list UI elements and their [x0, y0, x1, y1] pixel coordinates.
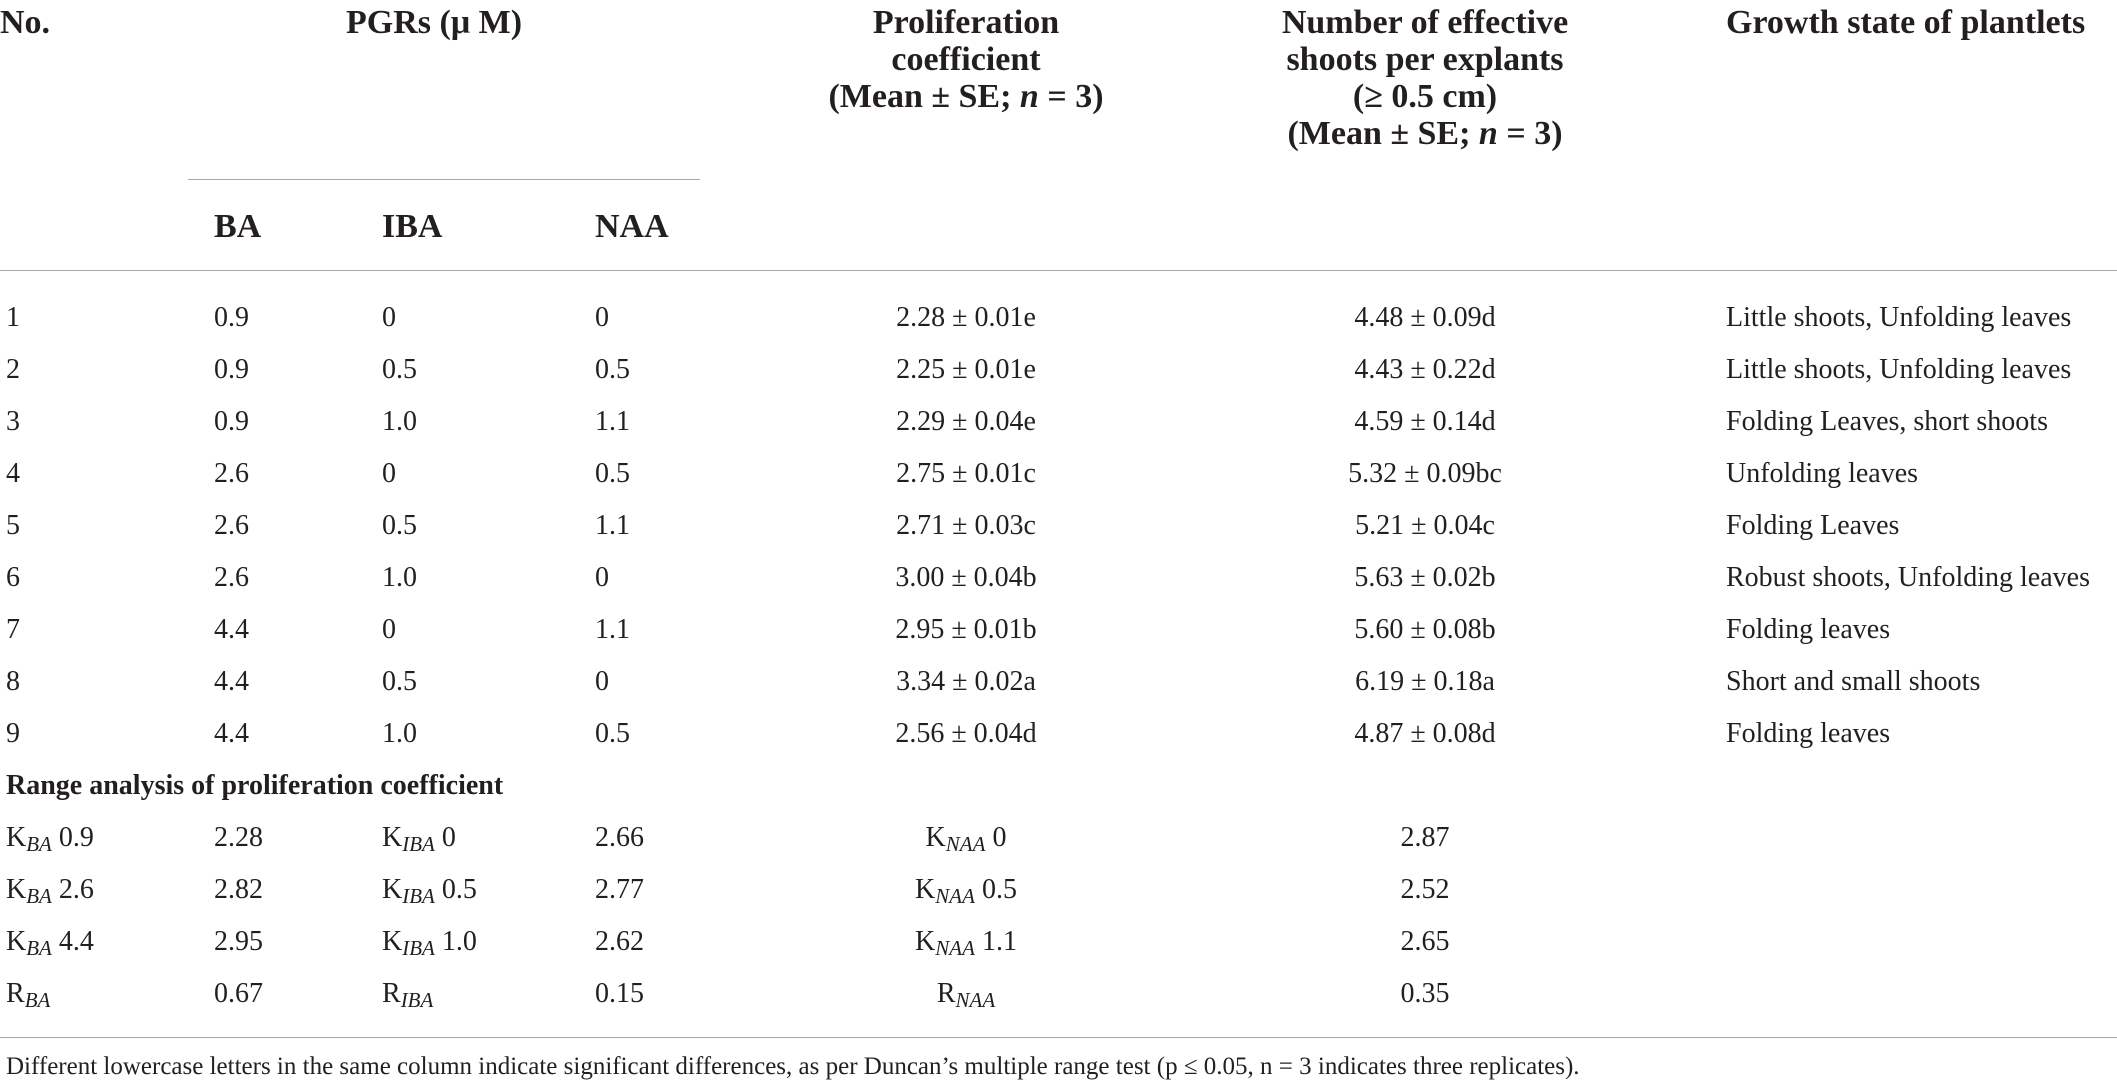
header-naa: NAA	[595, 208, 669, 245]
cell-proliferation: 2.71 ± 0.03c	[896, 510, 1036, 541]
cell-growth: Little shoots, Unfolding leaves	[1726, 302, 2072, 333]
cell-shoots: 5.60 ± 0.08b	[1354, 614, 1496, 645]
cell-no: 1	[6, 302, 20, 333]
footer-rule	[0, 1037, 2117, 1038]
cell-shoots: 4.59 ± 0.14d	[1354, 406, 1496, 437]
cell-naa: 1.1	[595, 510, 630, 541]
cell-shoots: 5.63 ± 0.02b	[1354, 562, 1496, 593]
cell-ba: 0.9	[214, 302, 249, 333]
cell-naa: 0.5	[595, 458, 630, 489]
header-growth-state: Growth state of plantlets	[1726, 4, 2086, 41]
cell-proliferation: 3.00 ± 0.04b	[895, 562, 1037, 593]
range-value-iba: 2.77	[595, 874, 644, 905]
cell-no: 6	[6, 562, 20, 593]
cell-ba: 0.9	[214, 406, 249, 437]
header-proliferation-coefficient: Proliferation coefficient (Mean ± SE; n = 3)	[828, 4, 1104, 115]
cell-shoots: 4.87 ± 0.08d	[1354, 718, 1496, 749]
cell-growth: Robust shoots, Unfolding leaves	[1726, 562, 2090, 593]
range-label-iba: RIBA	[382, 978, 434, 1012]
range-value-ba: 2.28	[214, 822, 263, 853]
cell-naa: 0	[595, 666, 609, 697]
cell-iba: 1.0	[382, 718, 417, 749]
cell-proliferation: 2.29 ± 0.04e	[896, 406, 1036, 437]
cell-shoots: 5.21 ± 0.04c	[1355, 510, 1495, 541]
cell-proliferation: 2.25 ± 0.01e	[896, 354, 1036, 385]
cell-ba: 0.9	[214, 354, 249, 385]
cell-iba: 1.0	[382, 562, 417, 593]
cell-growth: Little shoots, Unfolding leaves	[1726, 354, 2072, 385]
range-value-iba: 2.66	[595, 822, 644, 853]
range-label-naa: RNAA	[936, 978, 996, 1012]
range-label-ba: RBA	[6, 978, 51, 1012]
cell-ba: 2.6	[214, 510, 249, 541]
range-value-naa: 2.87	[1400, 822, 1450, 853]
cell-naa: 0.5	[595, 718, 630, 749]
cell-iba: 0	[382, 302, 396, 333]
cell-no: 9	[6, 718, 20, 749]
range-value-iba: 0.15	[595, 978, 644, 1009]
header-iba: IBA	[382, 208, 443, 245]
range-label-naa: KNAA 1.1	[915, 926, 1017, 960]
cell-iba: 0.5	[382, 510, 417, 541]
cell-no: 7	[6, 614, 20, 645]
cell-growth: Folding leaves	[1726, 614, 1891, 645]
cell-growth: Short and small shoots	[1726, 666, 1981, 697]
range-value-ba: 0.67	[214, 978, 263, 1009]
range-value-naa: 2.52	[1400, 874, 1450, 905]
header-effective-shoots: Number of effective shoots per explants (≥ 0.5 cm) (Mean ± SE; n = 3)	[1281, 4, 1569, 152]
cell-shoots: 4.43 ± 0.22d	[1354, 354, 1496, 385]
header-ba: BA	[214, 208, 262, 245]
pgrs-span-rule	[188, 179, 700, 180]
cell-no: 2	[6, 354, 20, 385]
range-value-naa: 0.35	[1400, 978, 1450, 1009]
cell-no: 4	[6, 458, 20, 489]
cell-proliferation: 2.75 ± 0.01c	[896, 458, 1036, 489]
range-value-naa: 2.65	[1400, 926, 1450, 957]
cell-iba: 0.5	[382, 354, 417, 385]
cell-naa: 1.1	[595, 614, 630, 645]
range-label-ba: KBA 0.9	[6, 822, 94, 856]
cell-iba: 0	[382, 458, 396, 489]
cell-ba: 4.4	[214, 718, 249, 749]
cell-growth: Unfolding leaves	[1726, 458, 1919, 489]
range-label-ba: KBA 2.6	[6, 874, 94, 908]
cell-growth: Folding leaves	[1726, 718, 1891, 749]
cell-shoots: 5.32 ± 0.09bc	[1348, 458, 1502, 489]
footnote: Different lowercase letters in the same column indicate significant differences, as per Duncan’s multiple range test (p ≤ 0.05, n = 3 indicates three replicates).	[6, 1053, 1580, 1080]
cell-no: 8	[6, 666, 20, 697]
cell-no: 5	[6, 510, 20, 541]
range-label-naa: KNAA 0	[925, 822, 1007, 856]
range-label-iba: KIBA 0.5	[382, 874, 477, 908]
cell-iba: 1.0	[382, 406, 417, 437]
cell-proliferation: 2.28 ± 0.01e	[896, 302, 1036, 333]
cell-growth: Folding Leaves, short shoots	[1726, 406, 2048, 437]
cell-proliferation: 2.95 ± 0.01b	[895, 614, 1037, 645]
cell-ba: 4.4	[214, 666, 249, 697]
range-label-naa: KNAA 0.5	[915, 874, 1017, 908]
header-pgrs: PGRs (μ M)	[346, 4, 523, 41]
range-label-iba: KIBA 1.0	[382, 926, 477, 960]
range-value-ba: 2.95	[214, 926, 263, 957]
range-label-ba: KBA 4.4	[6, 926, 94, 960]
cell-growth: Folding Leaves	[1726, 510, 1900, 541]
cell-iba: 0.5	[382, 666, 417, 697]
range-analysis-title: Range analysis of proliferation coefficient	[6, 770, 504, 801]
header-no: No.	[0, 4, 51, 41]
cell-proliferation: 3.34 ± 0.02a	[896, 666, 1036, 697]
cell-shoots: 4.48 ± 0.09d	[1354, 302, 1496, 333]
range-label-iba: KIBA 0	[382, 822, 456, 856]
cell-ba: 4.4	[214, 614, 249, 645]
cell-no: 3	[6, 406, 20, 437]
cell-proliferation: 2.56 ± 0.04d	[895, 718, 1037, 749]
cell-naa: 1.1	[595, 406, 630, 437]
cell-naa: 0	[595, 302, 609, 333]
range-value-iba: 2.62	[595, 926, 644, 957]
header-bottom-rule	[0, 270, 2117, 271]
cell-iba: 0	[382, 614, 396, 645]
cell-ba: 2.6	[214, 458, 249, 489]
cell-naa: 0	[595, 562, 609, 593]
cell-ba: 2.6	[214, 562, 249, 593]
cell-naa: 0.5	[595, 354, 630, 385]
range-value-ba: 2.82	[214, 874, 263, 905]
cell-shoots: 6.19 ± 0.18a	[1355, 666, 1495, 697]
